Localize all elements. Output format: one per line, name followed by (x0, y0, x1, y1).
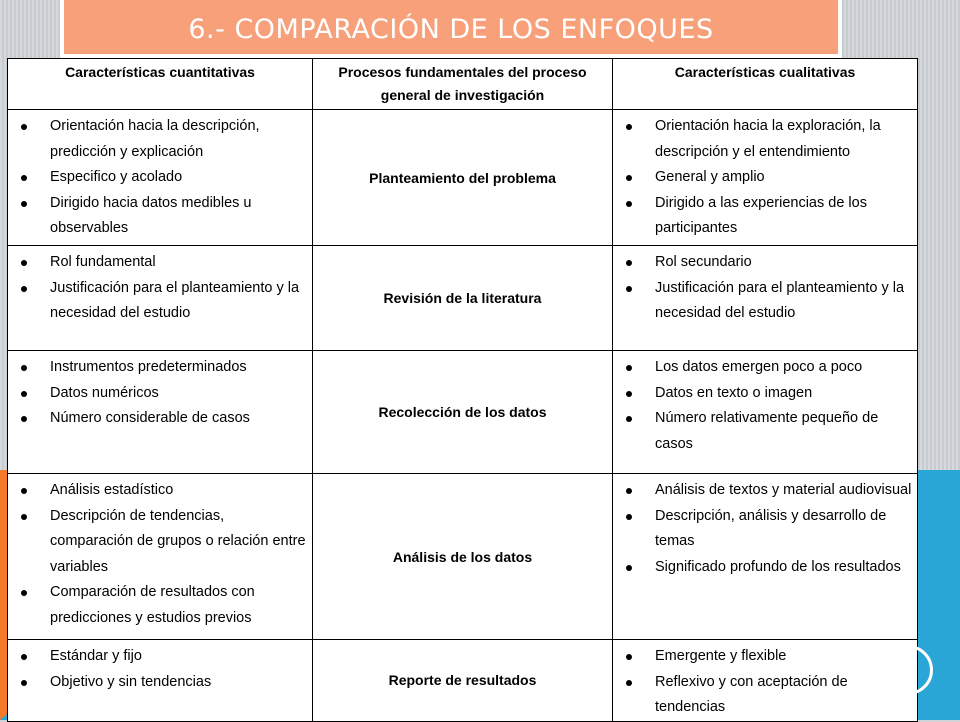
list-item-text: Estándar y fijo (50, 648, 142, 664)
process-stage: Reporte de resultados (313, 640, 613, 722)
list-item (12, 670, 308, 696)
list-item-text: Descripción de tendencias, comparación de grupos o relación entre variables (50, 507, 306, 575)
slide-title: 6.- COMPARACIÓN DE LOS ENFOQUES (188, 14, 714, 45)
bullet-list (12, 478, 308, 631)
quantitative-cell (8, 640, 313, 722)
bullet-list (617, 644, 913, 721)
bullet-list (617, 114, 913, 242)
list-item-text: Datos numéricos (50, 384, 159, 401)
bullet-icon (626, 488, 632, 494)
list-item (12, 644, 308, 670)
list-item (12, 191, 308, 242)
quantitative-cell (8, 110, 313, 246)
bullet-list (12, 114, 308, 242)
table-row (8, 110, 918, 246)
list-item (617, 114, 913, 165)
bullet-icon (21, 365, 27, 371)
qualitative-cell (613, 110, 918, 246)
bullet-icon (21, 201, 27, 207)
table-row (8, 246, 918, 351)
list-item-text: Rol fundamental (50, 254, 156, 270)
list-item-text: Rol secundario (655, 254, 752, 270)
bullet-icon (626, 175, 632, 181)
bullet-icon (626, 124, 632, 130)
bullet-icon (626, 286, 632, 292)
bullet-list (12, 644, 308, 695)
bullet-icon (626, 416, 632, 422)
list-item (12, 580, 308, 631)
list-item (12, 250, 308, 276)
quantitative-cell (8, 246, 313, 351)
qualitative-cell (613, 246, 918, 351)
list-item-text: Orientación hacia la descripción, predicción y explicación (50, 118, 260, 160)
list-item (12, 165, 308, 191)
bullet-icon (626, 365, 632, 371)
table-row (8, 351, 918, 474)
list-item (12, 478, 308, 504)
process-stage: Revisión de la literatura (313, 246, 613, 351)
header-quantitative: Características cuantitativas (8, 59, 313, 110)
list-item (617, 504, 913, 555)
list-item-text: Dirigido a las experiencias de los participantes (655, 194, 867, 236)
list-item (12, 381, 308, 407)
list-item (617, 381, 913, 407)
list-item (12, 355, 308, 381)
bullet-icon (626, 391, 632, 397)
bullet-icon (21, 488, 27, 494)
quantitative-cell (8, 351, 313, 474)
bullet-icon (21, 175, 27, 181)
list-item (617, 355, 913, 381)
bullet-icon (21, 260, 27, 266)
list-item (617, 555, 913, 581)
bullet-icon (21, 654, 27, 660)
list-item-text: General y amplio (655, 169, 765, 185)
list-item (12, 114, 308, 165)
list-item-text: Datos en texto o imagen (655, 384, 813, 401)
list-item-text: Justificación para el planteamiento y la necesidad del estudio (50, 279, 300, 321)
list-item (617, 406, 913, 457)
list-item-text: Análisis estadístico (50, 482, 174, 498)
table-row (8, 640, 918, 722)
list-item-text: Comparación de resultados con predicciones y estudios previos (50, 584, 255, 626)
bullet-icon (626, 565, 632, 571)
bullet-icon (21, 124, 27, 130)
header-qualitative: Características cualitativas (613, 59, 918, 110)
table-row (8, 474, 918, 640)
list-item-text: Descripción, análisis y desarrollo de temas (655, 507, 887, 549)
list-item-text: Objetivo y sin tendencias (50, 673, 212, 690)
bullet-icon (21, 680, 27, 686)
header-processes: Procesos fundamentales del proceso general de investigación (313, 59, 613, 110)
bullet-list (12, 250, 308, 327)
list-item (617, 250, 913, 276)
quantitative-cell (8, 474, 313, 640)
list-item (617, 276, 913, 327)
list-item (617, 191, 913, 242)
bullet-icon (626, 514, 632, 520)
qualitative-cell (613, 351, 918, 474)
list-item-text: Emergente y flexible (655, 648, 787, 664)
bullet-icon (21, 590, 27, 596)
qualitative-cell (613, 474, 918, 640)
list-item (617, 670, 913, 721)
bullet-list (617, 478, 913, 580)
process-stage: Análisis de los datos (313, 474, 613, 640)
bullet-icon (21, 416, 27, 422)
process-stage: Recolección de los datos (313, 351, 613, 474)
list-item-text: Número considerable de casos (50, 410, 250, 426)
title-banner (60, 0, 842, 58)
list-item (12, 406, 308, 432)
list-item-text: Número relativamente pequeño de casos (655, 410, 879, 452)
list-item-text: Significado profundo de los resultados (655, 558, 901, 575)
list-item-text: Reflexivo y con aceptación de tendencias (655, 673, 848, 715)
bullet-icon (21, 286, 27, 292)
bullet-icon (626, 260, 632, 266)
list-item-text: Orientación hacia la exploración, la descripción y el entendimiento (655, 118, 881, 160)
list-item-text: Dirigido hacia datos medibles u observables (50, 194, 252, 236)
list-item-text: Análisis de textos y material audiovisual (655, 482, 912, 498)
bullet-icon (626, 201, 632, 207)
list-item-text: Justificación para el planteamiento y la necesidad del estudio (655, 279, 905, 321)
list-item (617, 478, 913, 504)
page-number-badge: 23 (883, 645, 933, 695)
bullet-icon (626, 680, 632, 686)
bullet-list (617, 250, 913, 327)
bullet-icon (626, 654, 632, 660)
bullet-icon (21, 514, 27, 520)
list-item-text: Instrumentos predeterminados (50, 359, 247, 375)
list-item (12, 504, 308, 581)
list-item (617, 644, 913, 670)
bullet-icon (21, 391, 27, 397)
list-item (12, 276, 308, 327)
list-item (617, 165, 913, 191)
bullet-list (617, 355, 913, 457)
list-item-text: Los datos emergen poco a poco (655, 359, 863, 375)
bullet-list (12, 355, 308, 432)
qualitative-cell (613, 640, 918, 722)
comparison-table (7, 58, 918, 722)
list-item-text: Especifico y acolado (50, 169, 183, 185)
process-stage: Planteamiento del problema (313, 110, 613, 246)
